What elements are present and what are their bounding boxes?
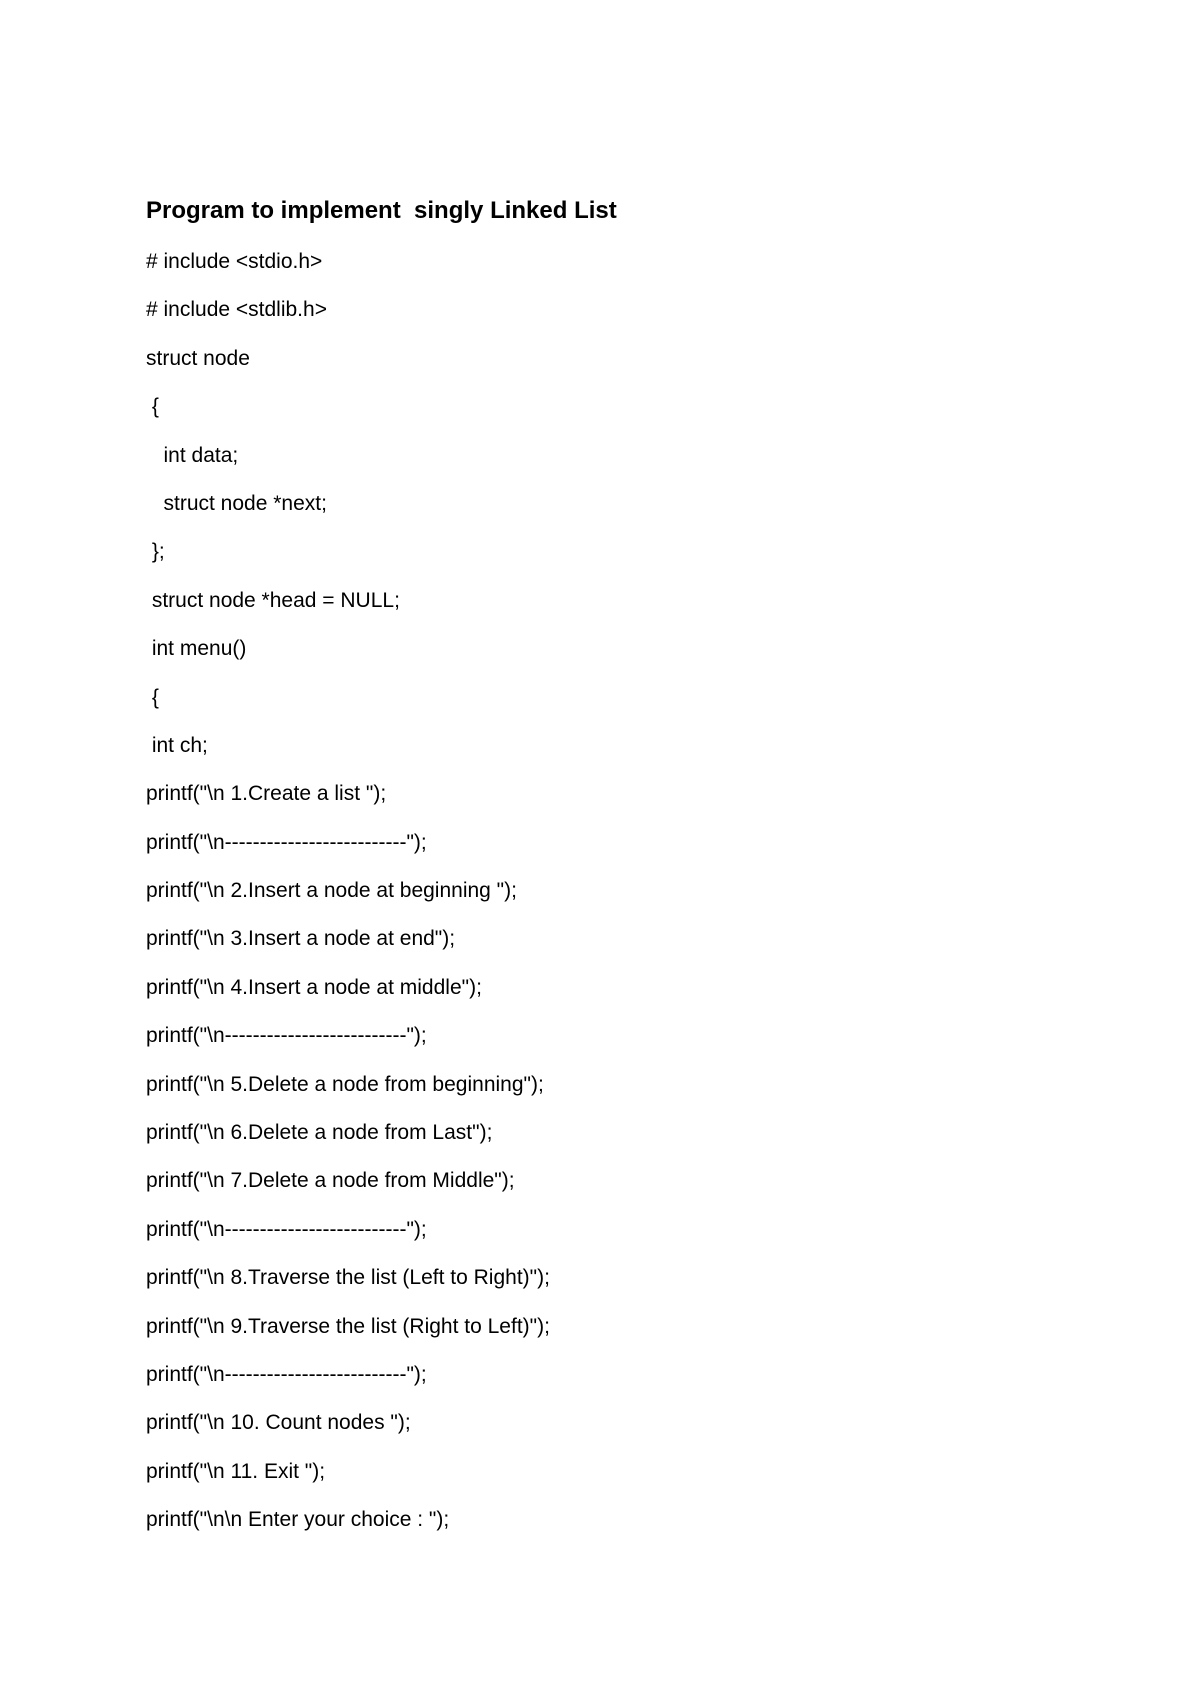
code-line: struct node [146,346,250,370]
code-line: printf("\n 1.Create a list "); [146,782,387,806]
code-line: printf("\n 8.Traverse the list (Left to Right)"); [146,1266,550,1290]
code-line: printf("\n--------------------------"); [146,1024,427,1048]
code-line: # include <stdlib.h> [146,298,327,322]
code-line: printf("\n 9.Traverse the list (Right to Left)"); [146,1314,550,1338]
code-line: printf("\n 2.Insert a node at beginning "); [146,879,517,903]
code-line: { [146,395,159,419]
code-line: printf("\n 7.Delete a node from Middle"); [146,1169,515,1193]
code-line: printf("\n--------------------------"); [146,1217,427,1241]
code-line: }; [146,540,165,564]
code-line: int data; [146,443,239,467]
code-line: # include <stdio.h> [146,250,323,273]
code-line: printf("\n--------------------------"); [146,830,427,854]
code-line: int menu() [146,637,247,661]
code-line: printf("\n 3.Insert a node at end"); [146,927,456,951]
code-line: printf("\n 4.Insert a node at middle"); [146,975,482,999]
code-line: printf("\n 10. Count nodes "); [146,1411,411,1435]
code-line: int ch; [146,733,208,757]
code-line: printf("\n--------------------------"); [146,1362,427,1386]
code-listing [146,248,550,1555]
code-line: struct node *next; [146,491,327,515]
code-line: { [146,685,159,709]
code-line: printf("\n 6.Delete a node from Last"); [146,1121,493,1145]
document-title: Program to implement singly Linked List [146,197,617,224]
code-line: struct node *head = NULL; [146,588,400,612]
code-line: printf("\n 5.Delete a node from beginning"); [146,1072,544,1096]
code-line: printf("\n 11. Exit "); [146,1459,326,1483]
code-line: printf("\n\n Enter your choice : "); [146,1508,450,1532]
